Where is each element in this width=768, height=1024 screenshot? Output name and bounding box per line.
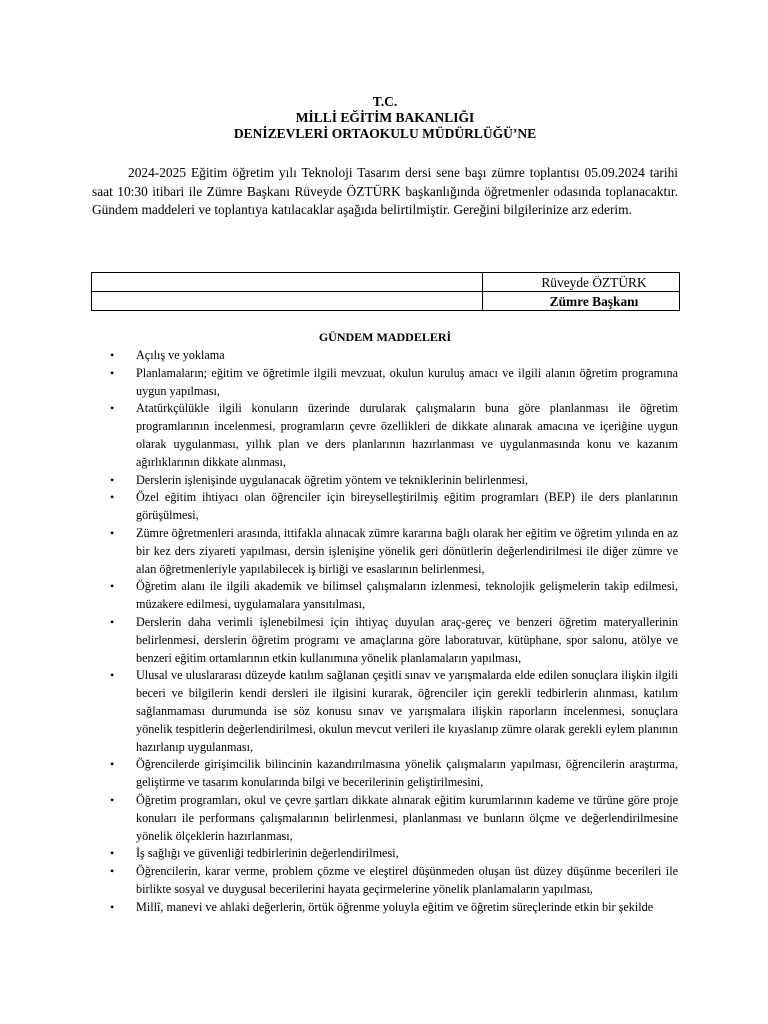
signature-name: Rüveyde ÖZTÜRK (541, 274, 647, 290)
agenda-list (92, 347, 678, 917)
agenda-item (92, 347, 678, 365)
agenda-item (92, 756, 678, 792)
agenda-item (92, 667, 678, 756)
bullet-icon: • (110, 525, 115, 540)
bullet-icon: • (110, 846, 115, 861)
bullet-icon: • (110, 757, 115, 772)
bullet-icon: • (110, 490, 115, 505)
agenda-item-text: Açılış ve yoklama (136, 348, 225, 362)
signature-table (91, 272, 680, 311)
bullet-icon: • (110, 401, 115, 416)
agenda-item (92, 863, 678, 899)
bullet-icon: • (110, 348, 115, 362)
signature-empty-cell (92, 273, 483, 292)
signature-empty-cell (92, 292, 483, 311)
agenda-item-text: Özel eğitim ihtiyacı olan öğrenciler için bireyselleştirilmiş eğitim programları (BEP) ile ders planlarının görüşülmesi, (136, 490, 678, 523)
heading-line-2: MİLLİ EĞİTİM BAKANLIĞI (295, 110, 475, 125)
signature-title: Zümre Başkanı (549, 293, 639, 309)
agenda-item-text: Öğretim programları, okul ve çevre şartları dikkate alınarak eğitim kurumlarının kademe ve türüne göre proje konuları ile performans çalışmalarının belirlenmesi, planlanması ve bunların ölçme ve değerlendirilmesine yönelik ölçeklerin hazırlanması, (136, 792, 678, 843)
bullet-icon: • (110, 365, 115, 380)
bullet-icon: • (110, 668, 115, 683)
heading-line-1: T.C. (372, 94, 398, 109)
agenda-item (92, 845, 678, 863)
signature-row-title (92, 292, 680, 311)
agenda-item-text: İş sağlığı ve güvenliği tedbirlerinin değerlendirilmesi, (136, 846, 399, 861)
agenda-item (92, 365, 678, 401)
agenda-item-text: Millî, manevi ve ahlaki değerlerin, örtük öğrenme yoluyla eğitim ve öğretim süreçlerinde etkin bir şekilde (136, 899, 654, 914)
bullet-icon: • (110, 864, 115, 879)
agenda-item (92, 489, 678, 525)
intro-paragraph: 2024-2025 Eğitim öğretim yılı Teknoloji Tasarım dersi sene başı zümre toplantısı 05.09.2024 tarihi saat 10:30 itibari ile Zümre Başkanı Rüveyde ÖZTÜRK başkanlığında öğretmenler odasında toplanacaktır. Gündem maddeleri ve toplantıya katılacaklar aşağıda belirtilmiştir. Gereğini bilgilerinize arz ederim. (92, 165, 678, 218)
bullet-icon: • (110, 792, 115, 807)
agenda-item (92, 614, 678, 667)
bullet-icon: • (110, 472, 115, 487)
bullet-icon: • (110, 579, 115, 594)
agenda-item-text: Derslerin daha verimli işlenebilmesi için ihtiyaç duyulan araç-gereç ve benzeri öğretim materyallerinin belirlenmesi, derslerin öğretim programı ve amaçlarına göre laboratuvar, kütüphane, spor salonu, atölye ve benzeri eğitim ortamlarının etkin kullanımına yönelik planlamaların yapılması, (136, 614, 678, 665)
signature-title-cell (483, 292, 680, 311)
document-heading (92, 94, 678, 142)
agenda-item (92, 578, 678, 614)
agenda-item (92, 525, 678, 578)
signature-row-name (92, 273, 680, 292)
agenda-item (92, 400, 678, 471)
agenda-item-text: Derslerin işlenişinde uygulanacak öğretim yöntem ve tekniklerinin belirlenmesi, (136, 472, 528, 487)
agenda-item (92, 472, 678, 490)
signature-name-cell (483, 273, 680, 292)
agenda-item (92, 792, 678, 845)
agenda-item-text: Atatürkçülükle ilgili konuların üzerinde durularak çalışmaların buna göre planlanması ile öğretim programlarının incelenmesi, programların çevre özellikleri de dikkate alınarak amacına ve içeriğine uygun olarak uygulanması, yıllık plan ve ders planlarının hazırlanması ve uygulanmasında konu ve kazanım ağırlıklarının dikkate alınması, (136, 401, 678, 469)
agenda-item-text: Öğrencilerin, karar verme, problem çözme ve eleştirel düşünmeden oluşan üst düzey düşünme becerileri ile birlikte sosyal ve duygusal becerilerini hayata geçirmelerine yönelik planlamaların yapılması, (136, 864, 678, 896)
agenda-item (92, 899, 678, 917)
bullet-icon: • (110, 614, 115, 629)
agenda-item-text: Ulusal ve uluslararası düzeyde katılım sağlanan çeşitli sınav ve yarışmalarda elde edilen sonuçlara ilişkin ilgili beceri ve bilgilerin kendi dersleri ile ilgisini kurarak, öğrenciler için gerekli tedbirlerin alınması, katılım sağlanmaması durumunda ise söz konusu sınav ve yarışmalara ilişkin raporların incelenmesi, sonuçlara yönelik tespitlerin değerlendirilmesi, okulun mevcut verileri ile kıyaslanıp zümre olarak gerekli eylem planının hazırlanıp uygulanması, (136, 668, 678, 754)
agenda-item-text: Öğretim alanı ile ilgili akademik ve bilimsel çalışmaların izlenmesi, teknolojik gelişmelerin takip edilmesi, müzakere edilmesi, uygulamalara yansıtılması, (136, 579, 678, 612)
heading-line-3: DENİZEVLERİ ORTAOKULU MÜDÜRLÜĞÜ’NE (233, 126, 537, 141)
agenda-item-text: Planlamaların; eğitim ve öğretimle ilgili mevzuat, okulun kuruluş amacı ve ilgili alanın öğretim programına uygun yapılması, (136, 365, 678, 398)
agenda-item-text: Zümre öğretmenleri arasında, ittifakla alınacak zümre kararına bağlı olarak her eğitim ve öğretim yılında en az bir kez ders ziyareti yapılması, dersin işlenişine yönelik geri dönütlerin değerlendirilmesi ile diğer zümre ve alan öğretmenleriyle yapılabilecek iş birliği ve esaslarının belirlenmesi, (136, 525, 678, 576)
agenda-item-text: Öğrencilerde girişimcilik bilincinin kazandırılmasına yönelik çalışmaların yapılması, öğrencilerin araştırma, geliştirme ve tasarım konularında bilgi ve becerilerinin geliştirilmesini, (136, 757, 678, 790)
bullet-icon: • (110, 899, 115, 914)
agenda-title: GÜNDEM MADDELERİ (318, 330, 452, 344)
